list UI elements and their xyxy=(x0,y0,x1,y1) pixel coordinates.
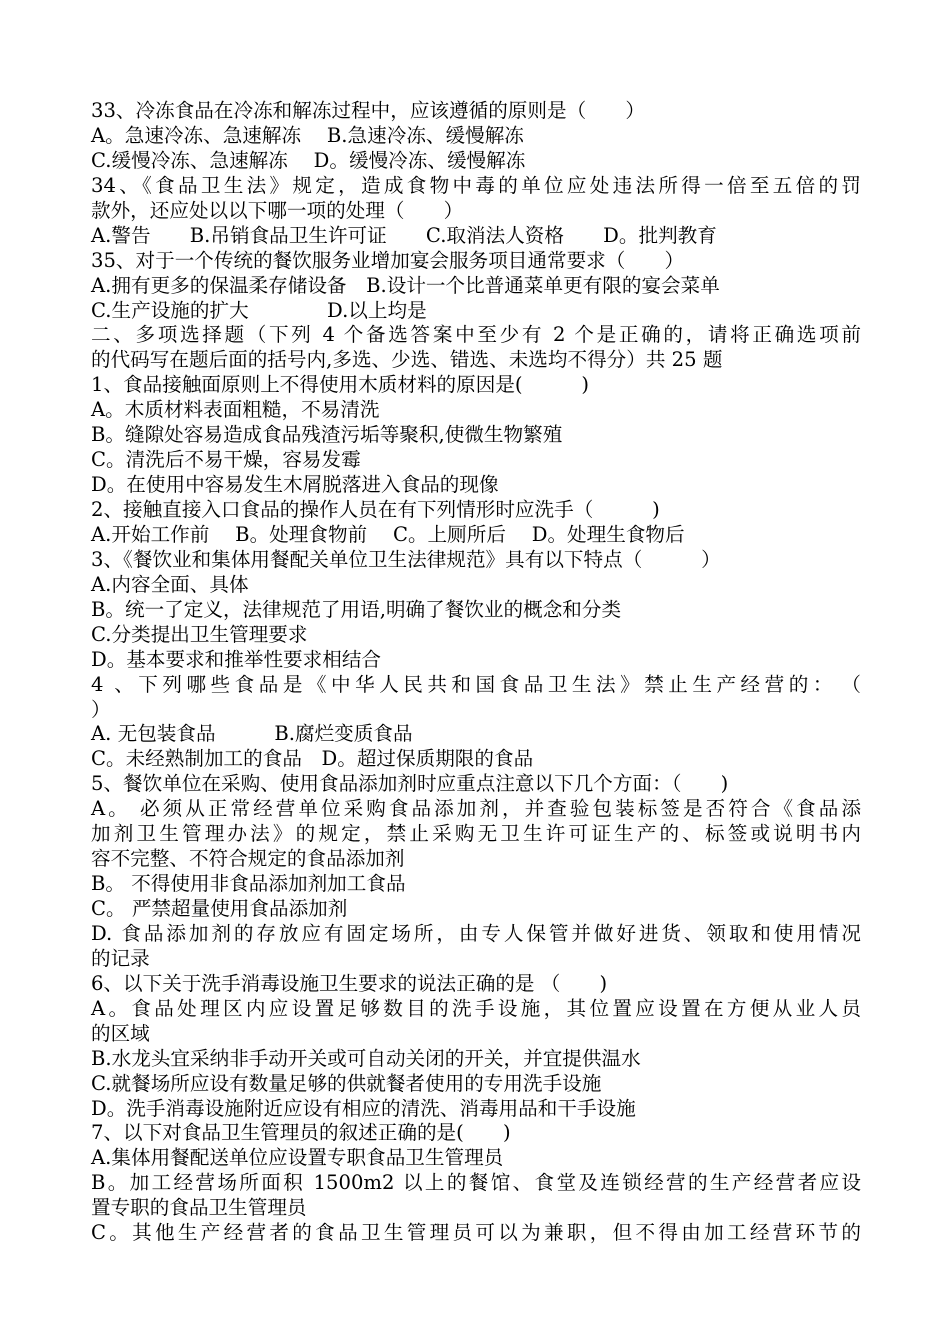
text-line: A.开始工作前 B。处理食物前 C。上厕所后 D。处理生食物后 xyxy=(91,522,685,546)
text-line: C。未经熟制加工的食品 D。超过保质期限的食品 xyxy=(91,747,534,771)
text-line: C。 严禁超量使用食品添加剂 xyxy=(91,897,348,920)
text-line: D。在使用中容易发生木屑脱落进入食品的现像 xyxy=(91,473,499,497)
text-line: A。食品处理区内应设置足够数目的洗手设施，其位置应设置在方便从业人员 xyxy=(91,996,861,1020)
text-line: 款外，还应处以以下哪一项的处理（ ） xyxy=(91,198,464,222)
text-line: A.集体用餐配送单位应设置专职食品卫生管理员 xyxy=(91,1146,504,1170)
text-line: 35、对于一个传统的餐饮服务业增加宴会服务项目通常要求（ ） xyxy=(91,248,685,272)
text-line: 二、多项选择题（下列 4 个备选答案中至少有 2 个是正确的，请将正确选项前 xyxy=(91,323,861,347)
text-line: 5、餐饮单位在采购、使用食品添加剂时应重点注意以下几个方面：（ ) xyxy=(91,772,729,796)
text-line: B。缝隙处容易造成食品残渣污垢等聚积,使微生物繁殖 xyxy=(91,423,563,447)
text-line: B.水龙头宜采纳非手动开关或可自动关闭的开关，并宜提供温水 xyxy=(91,1046,641,1070)
text-line: 的代码写在题后面的括号内,多选、少选、错选、未选均不得分）共 25 题 xyxy=(91,348,723,372)
text-line: 的区域 xyxy=(91,1021,150,1045)
text-line: B。加工经营场所面积 1500m2 以上的餐馆、食堂及连锁经营的生产经营者应设 xyxy=(91,1171,861,1195)
text-line: D。基本要求和推举性要求相结合 xyxy=(91,647,382,671)
text-line: 3、《餐饮业和集体用餐配关单位卫生法律规范》具有以下特点（ ） xyxy=(91,547,721,571)
text-line: 34、《食品卫生法》规定，造成食物中毒的单位应处违法所得一倍至五倍的罚 xyxy=(91,173,861,197)
text-line: 的记录 xyxy=(91,946,150,970)
text-line: B。 不得使用非食品添加剂加工食品 xyxy=(91,872,406,896)
text-line: A.警告 B.吊销食品卫生许可证 C.取消法人资格 D。批判教育 xyxy=(91,223,717,247)
text-line: A。急速冷冻、急速解冻 B.急速冷冻、缓慢解冻 xyxy=(91,123,524,147)
text-line: C。清洗后不易干燥，容易发霉 xyxy=(91,448,361,472)
text-line: A。 必须从正常经营单位采购食品添加剂，并查验包装标签是否符合《食品添 xyxy=(91,797,861,821)
text-line: B。统一了定义，法律规范了用语,明确了餐饮业的概念和分类 xyxy=(91,597,622,621)
document-body xyxy=(91,99,861,1246)
text-line: 容不完整、不符合规定的食品添加剂 xyxy=(91,847,405,871)
text-line: A。木质材料表面粗糙，不易清洗 xyxy=(91,398,380,422)
text-line: 6、以下关于洗手消毒设施卫生要求的说法正确的是 （ ) xyxy=(91,971,608,995)
text-line: A. 无包装食品 B.腐烂变质食品 xyxy=(91,722,413,746)
text-line: D. 食品添加剂的存放应有固定场所，由专人保管并做好进货、领取和使用情况 xyxy=(91,921,861,945)
text-line: 7、以下对食品卫生管理员的叙述正确的是( ) xyxy=(91,1121,511,1145)
text-line: 1、食品接触面原则上不得使用木质材料的原因是( ) xyxy=(91,373,590,397)
text-line: 4 、下列哪些食品是《中华人民共和国食品卫生法》禁止生产经营的： （ xyxy=(91,672,861,696)
text-line: C.就餐场所应设有数量足够的供就餐者使用的专用洗手设施 xyxy=(91,1071,602,1095)
text-line: C.分类提出卫生管理要求 xyxy=(91,622,308,646)
text-line: 加剂卫生管理办法》的规定，禁止采购无卫生许可证生产的、标签或说明书内 xyxy=(91,822,861,846)
text-line: 2、接触直接入口食品的操作人员在有下列情形时应洗手（ ) xyxy=(91,498,660,521)
text-line: C.生产设施的扩大 D.以上均是 xyxy=(91,298,427,322)
text-line: 33、冷冻食品在冷冻和解冻过程中，应该遵循的原则是（ ） xyxy=(91,99,645,122)
text-line: A.内容全面、具体 xyxy=(91,572,249,596)
text-line: A.拥有更多的保温柔存储设备 B.设计一个比普通菜单更有限的宴会菜单 xyxy=(91,273,720,297)
text-line: ） xyxy=(91,697,111,721)
text-line: D。洗手消毒设施附近应设有相应的清洗、消毒用品和干手设施 xyxy=(91,1096,636,1120)
text-line: 置专职的食品卫生管理员 xyxy=(91,1196,307,1220)
text-line: C。其他生产经营者的食品卫生管理员可以为兼职，但不得由加工经营环节的 xyxy=(91,1221,861,1245)
text-line: C.缓慢冷冻、急速解冻 D。缓慢冷冻、缓慢解冻 xyxy=(91,148,526,172)
